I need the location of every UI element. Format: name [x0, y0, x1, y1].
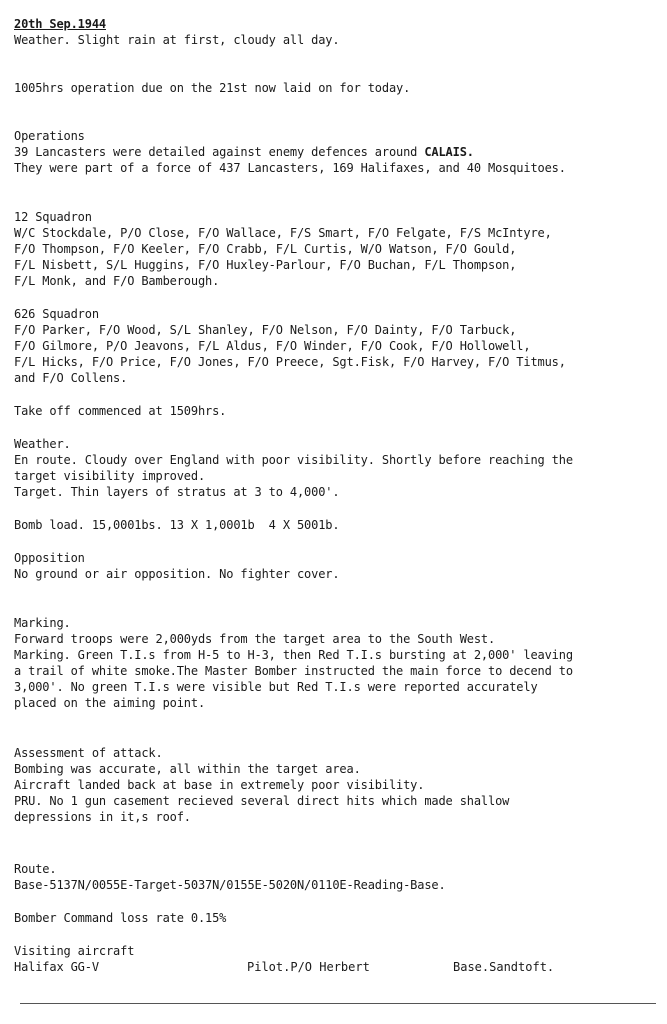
diary-date: 20th Sep.1944 — [14, 17, 106, 31]
squadron-12-heading: 12 Squadron — [14, 210, 92, 224]
assessment-line: PRU. No 1 gun casement recieved several direct hits which made shallow — [14, 794, 510, 808]
marking-line: placed on the aiming point. — [14, 696, 206, 710]
weather-summary: Weather. Slight rain at first, cloudy all day. — [14, 33, 340, 47]
assessment-line: Aircraft landed back at base in extremely poor visibility. — [14, 778, 425, 792]
visiting-aircraft: Halifax GG-V — [14, 960, 99, 974]
assessment-line: Bombing was accurate, all within the target area. — [14, 762, 361, 776]
route-heading: Route. — [14, 862, 57, 876]
squadron-12-crew-line: F/L Monk, and F/O Bamberough. — [14, 274, 220, 288]
marking-line: Marking. Green T.I.s from H-5 to H-3, then Red T.I.s bursting at 2,000' leaving — [14, 648, 573, 662]
bottom-rule — [20, 1003, 656, 1004]
squadron-12-crew-line: F/O Thompson, F/O Keeler, F/O Crabb, F/L Curtis, W/O Watson, F/O Gould, — [14, 242, 517, 256]
marking-line: Forward troops were 2,000yds from the target area to the South West. — [14, 632, 496, 646]
weather-line: target visibility improved. — [14, 469, 206, 483]
assessment-line: depressions in it,s roof. — [14, 810, 191, 824]
marking-line: 3,000'. No green T.I.s were visible but Red T.I.s were reported accurately — [14, 680, 538, 694]
visiting-pilot: Pilot.P/O Herbert — [247, 960, 370, 974]
bomb-load: Bomb load. 15,0001bs. 13 X 1,0001b 4 X 5001b. — [14, 518, 340, 532]
marking-heading: Marking. — [14, 616, 71, 630]
operations-target: CALAIS. — [424, 145, 474, 159]
opposition-heading: Opposition — [14, 551, 85, 565]
assessment-heading: Assessment of attack. — [14, 746, 163, 760]
route-line: Base-5137N/0055E-Target-5037N/0155E-5020N/0110E-Reading-Base. — [14, 878, 446, 892]
loss-rate: Bomber Command loss rate 0.15% — [14, 911, 227, 925]
weather-heading: Weather. — [14, 437, 71, 451]
squadron-626-crew-line: F/O Gilmore, P/O Jeavons, F/L Aldus, F/O Winder, F/O Cook, F/O Hollowell, — [14, 339, 531, 353]
squadron-626-crew-line: F/O Parker, F/O Wood, S/L Shanley, F/O Nelson, F/O Dainty, F/O Tarbuck, — [14, 323, 517, 337]
take-off-time: Take off commenced at 1509hrs. — [14, 404, 227, 418]
operation-note: 1005hrs operation due on the 21st now laid on for today. — [14, 81, 411, 95]
marking-line: a trail of white smoke.The Master Bomber instructed the main force to decend to — [14, 664, 573, 678]
operations-heading: Operations — [14, 129, 85, 143]
squadron-626-heading: 626 Squadron — [14, 307, 99, 321]
opposition-line: No ground or air opposition. No fighter cover. — [14, 567, 340, 581]
operations-line-2: They were part of a force of 437 Lancasters, 169 Halifaxes, and 40 Mosquitoes. — [14, 161, 566, 175]
weather-line: En route. Cloudy over England with poor visibility. Shortly before reaching the — [14, 453, 573, 467]
visiting-base: Base.Sandtoft. — [453, 960, 555, 974]
squadron-626-crew-line: F/L Hicks, F/O Price, F/O Jones, F/O Preece, Sgt.Fisk, F/O Harvey, F/O Titmus, — [14, 355, 566, 369]
operations-line-1 — [14, 144, 474, 160]
operations-line-1-text: 39 Lancasters were detailed against enemy defences around — [14, 145, 425, 159]
squadron-626-crew-line: and F/O Collens. — [14, 371, 128, 385]
squadron-12-crew-line: W/C Stockdale, P/O Close, F/O Wallace, F/S Smart, F/O Felgate, F/S McIntyre, — [14, 226, 552, 240]
visiting-heading: Visiting aircraft — [14, 944, 135, 958]
squadron-12-crew-line: F/L Nisbett, S/L Huggins, F/O Huxley-Parlour, F/O Buchan, F/L Thompson, — [14, 258, 517, 272]
weather-line: Target. Thin layers of stratus at 3 to 4,000'. — [14, 485, 340, 499]
